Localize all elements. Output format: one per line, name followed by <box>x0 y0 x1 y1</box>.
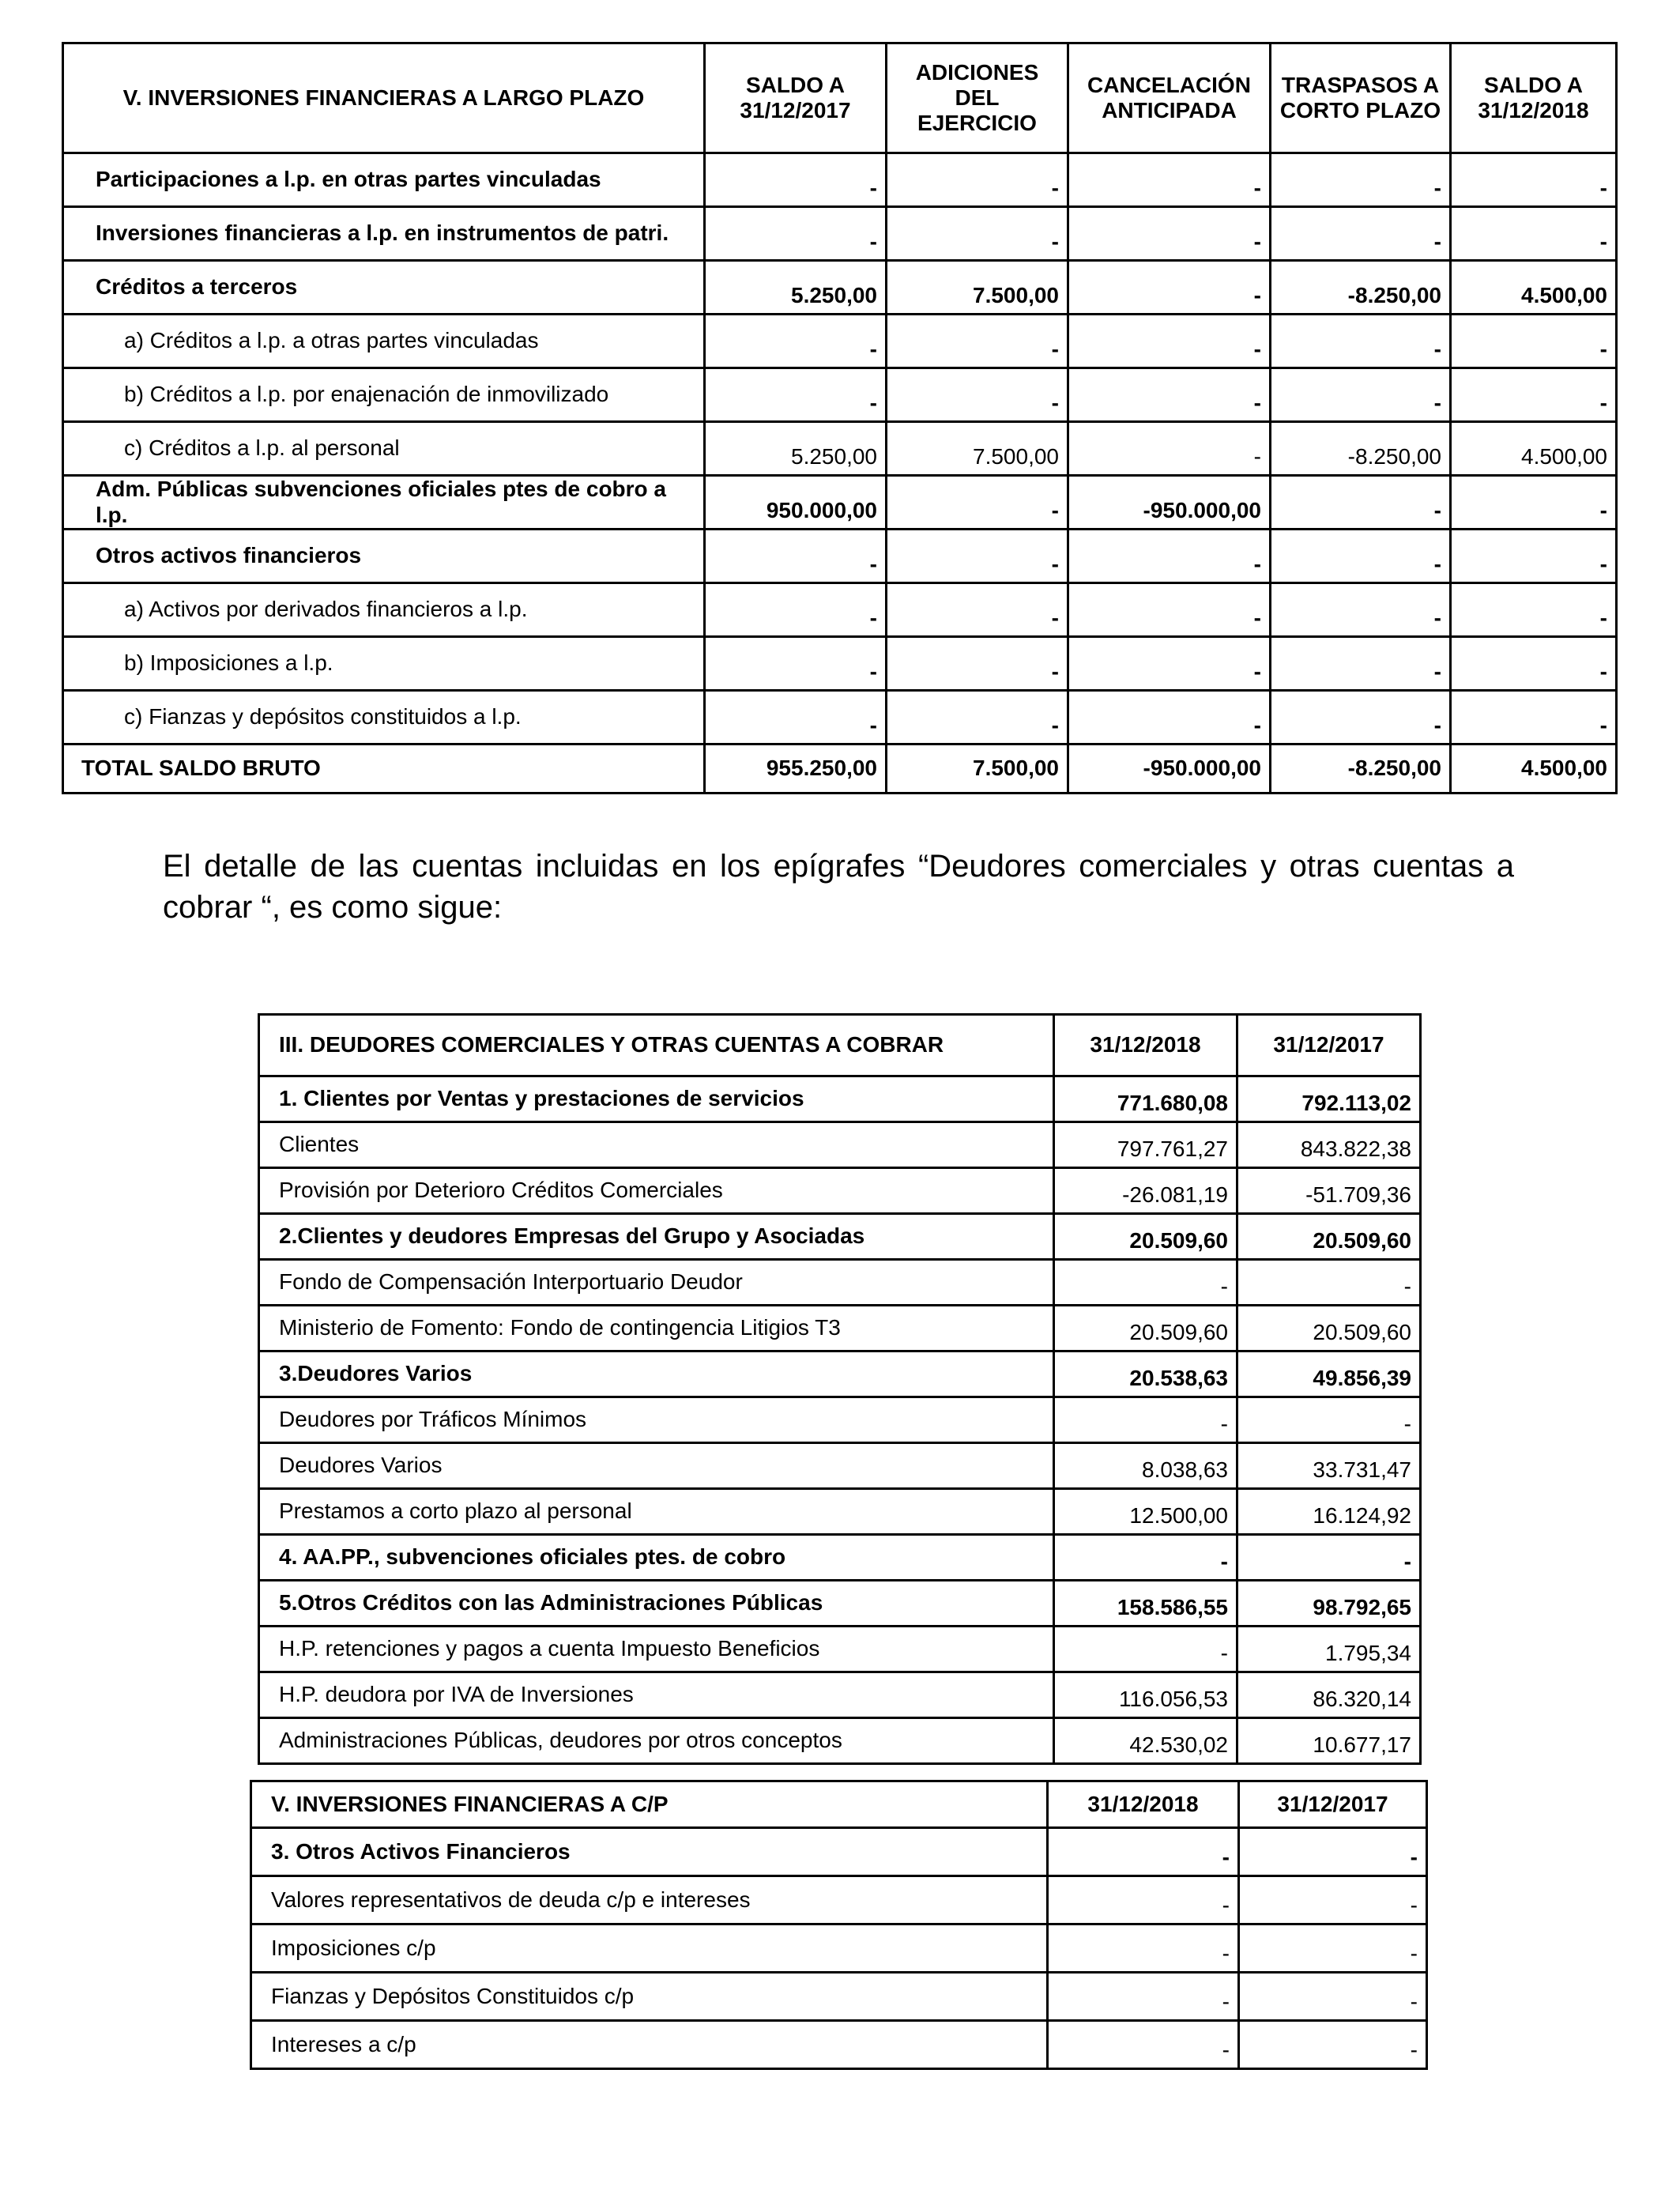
cell-value: 1.795,34 <box>1237 1627 1421 1672</box>
header-2018: 31/12/2018 <box>1048 1781 1239 1828</box>
cell-value: 5.250,00 <box>705 422 887 476</box>
cell-value: - <box>705 583 887 637</box>
cell-value: 98.792,65 <box>1237 1581 1421 1627</box>
cell-value: - <box>1054 1397 1237 1443</box>
cell-value: - <box>1451 583 1617 637</box>
row-label: Deudores Varios <box>259 1443 1054 1489</box>
cell-value: 49.856,39 <box>1237 1351 1421 1397</box>
row-label: c) Créditos a l.p. al personal <box>63 422 705 476</box>
table-row <box>251 1973 1427 2021</box>
cell-value: - <box>1451 315 1617 368</box>
table-row <box>63 530 1617 583</box>
cell-value: - <box>1237 1260 1421 1306</box>
table-row <box>63 207 1617 261</box>
header-2017: 31/12/2017 <box>1237 1015 1421 1076</box>
cell-value: - <box>1068 315 1271 368</box>
cell-value: - <box>705 691 887 745</box>
row-label: Fondo de Compensación Interportuario Deudor <box>259 1260 1054 1306</box>
header-cancelacion: CANCELACIÓN ANTICIPADA <box>1068 43 1271 153</box>
cell-value: - <box>1271 207 1451 261</box>
table-row <box>63 422 1617 476</box>
table-row <box>259 1214 1421 1260</box>
cell-value: - <box>1068 368 1271 422</box>
table-row <box>63 476 1617 530</box>
header-2018: 31/12/2018 <box>1054 1015 1237 1076</box>
table-row <box>63 691 1617 745</box>
cell-value: - <box>705 368 887 422</box>
table-row <box>251 1828 1427 1876</box>
cell-value: - <box>1068 583 1271 637</box>
table-row <box>259 1306 1421 1351</box>
table-row <box>259 1397 1421 1443</box>
row-label: Adm. Públicas subvenciones oficiales ptes de cobro a l.p. <box>63 476 705 530</box>
row-label: b) Créditos a l.p. por enajenación de inmovilizado <box>63 368 705 422</box>
row-label: 2.Clientes y deudores Empresas del Grupo y Asociadas <box>259 1214 1054 1260</box>
cell-value: 792.113,02 <box>1237 1076 1421 1122</box>
trade-debtors-table <box>258 1013 1422 1765</box>
cell-value: - <box>887 153 1068 207</box>
cell-value: 771.680,08 <box>1054 1076 1237 1122</box>
cell-value: - <box>887 476 1068 530</box>
cell-value: -8.250,00 <box>1271 745 1451 794</box>
cell-value: 4.500,00 <box>1451 261 1617 315</box>
table-row <box>259 1260 1421 1306</box>
cell-value: - <box>1054 1627 1237 1672</box>
cell-value: 20.509,60 <box>1237 1306 1421 1351</box>
cell-value: 20.538,63 <box>1054 1351 1237 1397</box>
row-label: 4. AA.PP., subvenciones oficiales ptes. de cobro <box>259 1535 1054 1581</box>
row-label: b) Imposiciones a l.p. <box>63 637 705 691</box>
cell-value: - <box>705 637 887 691</box>
row-label: Otros activos financieros <box>63 530 705 583</box>
cell-value: - <box>1068 691 1271 745</box>
row-label: 3. Otros Activos Financieros <box>251 1828 1048 1876</box>
cell-value: - <box>1048 2021 1239 2069</box>
cell-value: -950.000,00 <box>1068 745 1271 794</box>
table-header-row <box>251 1781 1427 1828</box>
cell-value: 42.530,02 <box>1054 1718 1237 1764</box>
cell-value: - <box>705 315 887 368</box>
cell-value: - <box>1068 637 1271 691</box>
cell-value: 7.500,00 <box>887 745 1068 794</box>
header-saldo-2018: SALDO A 31/12/2018 <box>1451 43 1617 153</box>
row-label: 5.Otros Créditos con las Administraciones Públicas <box>259 1581 1054 1627</box>
cell-value: - <box>1451 691 1617 745</box>
row-label: Clientes <box>259 1122 1054 1168</box>
row-label: TOTAL SALDO BRUTO <box>63 745 705 794</box>
row-label: 1. Clientes por Ventas y prestaciones de servicios <box>259 1076 1054 1122</box>
cell-value: -950.000,00 <box>1068 476 1271 530</box>
table-row <box>259 1351 1421 1397</box>
row-label: Créditos a terceros <box>63 261 705 315</box>
table-row <box>259 1122 1421 1168</box>
table-row <box>63 368 1617 422</box>
cell-value: 16.124,92 <box>1237 1489 1421 1535</box>
cell-value: -26.081,19 <box>1054 1168 1237 1214</box>
cell-value: 20.509,60 <box>1237 1214 1421 1260</box>
row-label: Inversiones financieras a l.p. en instrumentos de patri. <box>63 207 705 261</box>
cell-value: - <box>1239 2021 1427 2069</box>
cell-value: - <box>1451 153 1617 207</box>
cell-value: 33.731,47 <box>1237 1443 1421 1489</box>
cell-value: - <box>1048 1924 1239 1973</box>
header-traspasos: TRASPASOS A CORTO PLAZO <box>1271 43 1451 153</box>
cell-value: -51.709,36 <box>1237 1168 1421 1214</box>
cell-value: - <box>1048 1828 1239 1876</box>
row-label: Participaciones a l.p. en otras partes vinculadas <box>63 153 705 207</box>
cell-value: - <box>1054 1535 1237 1581</box>
cell-value: - <box>887 315 1068 368</box>
cell-value: 955.250,00 <box>705 745 887 794</box>
cell-value: 86.320,14 <box>1237 1672 1421 1718</box>
long-term-investments-table <box>62 42 1618 794</box>
cell-value: 8.038,63 <box>1054 1443 1237 1489</box>
cell-value: - <box>1068 530 1271 583</box>
cell-value: - <box>1451 368 1617 422</box>
cell-value: - <box>887 583 1068 637</box>
cell-value: 5.250,00 <box>705 261 887 315</box>
table-row <box>63 315 1617 368</box>
table-row <box>259 1076 1421 1122</box>
table-row <box>251 1876 1427 1924</box>
header-concept: V. INVERSIONES FINANCIERAS A LARGO PLAZO <box>63 43 705 153</box>
cell-value: - <box>1451 476 1617 530</box>
cell-value: 116.056,53 <box>1054 1672 1237 1718</box>
cell-value: - <box>887 530 1068 583</box>
cell-value: 797.761,27 <box>1054 1122 1237 1168</box>
table-row <box>63 637 1617 691</box>
cell-value: - <box>1239 1924 1427 1973</box>
cell-value: 7.500,00 <box>887 261 1068 315</box>
cell-value: - <box>1271 476 1451 530</box>
cell-value: - <box>887 207 1068 261</box>
row-label: Fianzas y Depósitos Constituidos c/p <box>251 1973 1048 2021</box>
cell-value: - <box>1068 261 1271 315</box>
header-concept: III. DEUDORES COMERCIALES Y OTRAS CUENTAS A COBRAR <box>259 1015 1054 1076</box>
cell-value: 10.677,17 <box>1237 1718 1421 1764</box>
cell-value: - <box>1068 422 1271 476</box>
cell-value: - <box>1271 530 1451 583</box>
table-row <box>259 1581 1421 1627</box>
cell-value: - <box>1271 691 1451 745</box>
row-label: a) Activos por derivados financieros a l.p. <box>63 583 705 637</box>
cell-value: - <box>1068 153 1271 207</box>
cell-value: - <box>1237 1535 1421 1581</box>
cell-value: 20.509,60 <box>1054 1214 1237 1260</box>
cell-value: 12.500,00 <box>1054 1489 1237 1535</box>
cell-value: - <box>705 530 887 583</box>
row-label: Deudores por Tráficos Mínimos <box>259 1397 1054 1443</box>
row-label: Prestamos a corto plazo al personal <box>259 1489 1054 1535</box>
cell-value: - <box>705 153 887 207</box>
header-saldo-2017: SALDO A 31/12/2017 <box>705 43 887 153</box>
cell-value: - <box>1054 1260 1237 1306</box>
row-label: H.P. retenciones y pagos a cuenta Impuesto Beneficios <box>259 1627 1054 1672</box>
row-label: 3.Deudores Varios <box>259 1351 1054 1397</box>
header-concept: V. INVERSIONES FINANCIERAS A C/P <box>251 1781 1048 1828</box>
table-row <box>259 1627 1421 1672</box>
table-row <box>63 261 1617 315</box>
table-row <box>259 1535 1421 1581</box>
cell-value: 7.500,00 <box>887 422 1068 476</box>
cell-value: - <box>1048 1876 1239 1924</box>
cell-value: - <box>887 368 1068 422</box>
cell-value: 4.500,00 <box>1451 745 1617 794</box>
cell-value: - <box>1239 1828 1427 1876</box>
row-label: c) Fianzas y depósitos constituidos a l.p. <box>63 691 705 745</box>
cell-value: - <box>1048 1973 1239 2021</box>
cell-value: - <box>1239 1973 1427 2021</box>
table-row <box>259 1168 1421 1214</box>
cell-value: -8.250,00 <box>1271 261 1451 315</box>
cell-value: - <box>887 691 1068 745</box>
row-label: Valores representativos de deuda c/p e intereses <box>251 1876 1048 1924</box>
cell-value: - <box>705 207 887 261</box>
cell-value: 158.586,55 <box>1054 1581 1237 1627</box>
row-label: Intereses a c/p <box>251 2021 1048 2069</box>
table-row <box>259 1489 1421 1535</box>
cell-value: - <box>1451 207 1617 261</box>
row-label: Imposiciones c/p <box>251 1924 1048 1973</box>
table-row <box>251 1924 1427 1973</box>
cell-value: - <box>1271 583 1451 637</box>
cell-value: - <box>1451 637 1617 691</box>
cell-value: - <box>1451 530 1617 583</box>
cell-value: -8.250,00 <box>1271 422 1451 476</box>
cell-value: - <box>1068 207 1271 261</box>
cell-value: - <box>1271 315 1451 368</box>
table-row <box>259 1443 1421 1489</box>
cell-value: 4.500,00 <box>1451 422 1617 476</box>
total-row <box>63 745 1617 794</box>
table-row <box>251 2021 1427 2069</box>
cell-value: 950.000,00 <box>705 476 887 530</box>
table-header-row <box>63 43 1617 153</box>
short-term-investments-table <box>250 1780 1428 2070</box>
table-row <box>63 583 1617 637</box>
cell-value: - <box>1271 153 1451 207</box>
cell-value: - <box>887 637 1068 691</box>
row-label: Administraciones Públicas, deudores por otros conceptos <box>259 1718 1054 1764</box>
table-row <box>259 1672 1421 1718</box>
cell-value: - <box>1239 1876 1427 1924</box>
table-row <box>259 1718 1421 1764</box>
row-label: Provisión por Deterioro Créditos Comerciales <box>259 1168 1054 1214</box>
row-label: Ministerio de Fomento: Fondo de contingencia Litigios T3 <box>259 1306 1054 1351</box>
cell-value: 843.822,38 <box>1237 1122 1421 1168</box>
table-row <box>63 153 1617 207</box>
body-paragraph: El detalle de las cuentas incluidas en los epígrafes “Deudores comerciales y otras cuentas a cobrar “, es como sigue: <box>163 849 1514 925</box>
table-header-row <box>259 1015 1421 1076</box>
row-label: a) Créditos a l.p. a otras partes vinculadas <box>63 315 705 368</box>
cell-value: - <box>1271 368 1451 422</box>
row-label: H.P. deudora por IVA de Inversiones <box>259 1672 1054 1718</box>
cell-value: 20.509,60 <box>1054 1306 1237 1351</box>
header-adiciones: ADICIONES DEL EJERCICIO <box>887 43 1068 153</box>
cell-value: - <box>1237 1397 1421 1443</box>
header-2017: 31/12/2017 <box>1239 1781 1427 1828</box>
cell-value: - <box>1271 637 1451 691</box>
